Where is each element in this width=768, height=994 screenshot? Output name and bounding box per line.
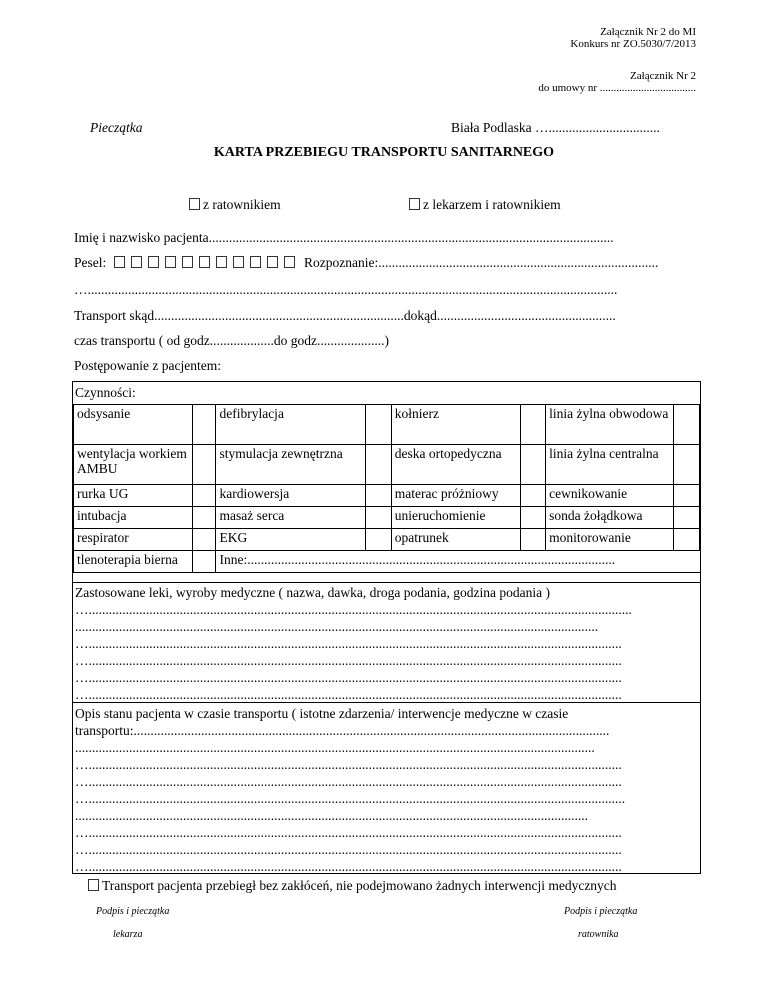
procedure-row — [74, 507, 700, 529]
procedure-checkbox[interactable] — [674, 529, 700, 551]
pesel-digit-box[interactable] — [199, 256, 210, 268]
dotted-line: ….............................................................................................................................................................. — [75, 825, 622, 840]
patient-name-field: Imię i nazwisko pacjenta........................................................................................................................ — [74, 230, 614, 245]
pesel-digit-box[interactable] — [165, 256, 176, 268]
dotted-line: ….............................................................................................................................................................. — [75, 653, 622, 668]
dotted-line: …............................................................................................................................................................... — [75, 791, 626, 806]
contract-annex — [538, 70, 696, 94]
procedure-label: cewnikowanie — [546, 485, 674, 507]
checkbox-icon — [88, 879, 99, 891]
pesel-digit-box[interactable] — [233, 256, 244, 268]
condition-label-1: Opis stanu pacjenta w czasie transportu ( istotne zdarzenia/ interwencje medyczne w czasie — [75, 706, 569, 721]
procedure-checkbox[interactable] — [520, 445, 546, 485]
contract-annex-line-2: do umowy nr ................................... — [538, 82, 696, 94]
procedure-row — [74, 529, 700, 551]
dotted-line: ….............................................................................................................................................................. — [75, 774, 622, 789]
dotted-line: ….............................................................................................................................................................. — [75, 636, 622, 651]
procedure-checkbox[interactable] — [520, 405, 546, 445]
pesel-digit-box[interactable] — [284, 256, 295, 268]
annex-line-2: Konkurs nr ZO.5030/7/2013 — [570, 38, 696, 50]
dotted-line: ….............................................................................................................................................................. — [75, 670, 622, 685]
dotted-line: ….............................................................................................................................................................. — [75, 757, 622, 772]
procedure-checkbox[interactable] — [674, 485, 700, 507]
dotted-line: ….............................................................................................................................................................. — [75, 687, 622, 702]
dotted-line: …................................................................................................................................................................. — [75, 602, 632, 617]
procedure-checkbox[interactable] — [366, 507, 392, 529]
procedure-checkbox[interactable] — [192, 405, 216, 445]
dotted-line: .......................................................................................................................................................... — [75, 740, 595, 755]
checkbox-icon — [409, 198, 420, 210]
procedure-checkbox[interactable] — [192, 551, 216, 573]
procedure-checkbox[interactable] — [520, 529, 546, 551]
pesel-label: Pesel: — [74, 255, 107, 270]
signature-paramedic-role: ratownika — [578, 929, 619, 940]
procedure-checkbox[interactable] — [366, 445, 392, 485]
pesel-digit-box[interactable] — [131, 256, 142, 268]
procedure-label: stymulacja zewnętrzna — [216, 445, 366, 485]
option-paramedic-label: z ratownikiem — [203, 197, 281, 212]
procedure-checkbox[interactable] — [674, 405, 700, 445]
option-doctor-paramedic[interactable] — [409, 197, 561, 213]
procedure-label: deska ortopedyczna — [391, 445, 520, 485]
continuation-line: …............................................................................................................................................................. — [74, 282, 618, 297]
procedure-row — [74, 445, 700, 485]
procedures-header: Czynności: — [75, 385, 136, 400]
procedure-label: sonda żołądkowa — [546, 507, 674, 529]
stamp-label: Pieczątka — [90, 120, 143, 135]
contract-annex-line-1: Załącznik Nr 2 — [630, 70, 696, 82]
procedure-checkbox[interactable] — [366, 529, 392, 551]
procedure-label: kołnierz — [391, 405, 520, 445]
procedure-label: opatrunek — [391, 529, 520, 551]
procedure-checkbox[interactable] — [520, 507, 546, 529]
annex-header — [570, 26, 696, 50]
procedure-checkbox[interactable] — [192, 445, 216, 485]
procedure-row — [74, 551, 700, 573]
dotted-line: ........................................................................................................................................................... — [75, 619, 599, 634]
place-date: Biała Podlaska …................................. — [451, 120, 660, 135]
signature-doctor-label: Podpis i pieczątka — [96, 906, 170, 917]
procedure-checkbox[interactable] — [520, 485, 546, 507]
condition-label-2: transportu:............................................................................................................................................. — [75, 723, 610, 738]
procedure-checkbox[interactable] — [366, 485, 392, 507]
procedures-frame — [72, 381, 701, 874]
procedure-checkbox[interactable] — [674, 445, 700, 485]
dotted-line: ........................................................................................................................................................ — [75, 808, 588, 823]
procedure-label: odsysanie — [74, 405, 193, 445]
procedure-label: linia żylna centralna — [546, 445, 674, 485]
pesel-digit-box[interactable] — [267, 256, 278, 268]
procedure-label: masaż serca — [216, 507, 366, 529]
dotted-line: ….............................................................................................................................................................. — [75, 842, 622, 857]
signature-paramedic-label: Podpis i pieczątka — [564, 906, 638, 917]
procedure-label: respirator — [74, 529, 193, 551]
procedure-label: tlenoterapia bierna — [74, 551, 193, 573]
procedures-table — [73, 404, 700, 573]
pesel-row — [74, 255, 658, 271]
procedure-label: rurka UG — [74, 485, 193, 507]
option-paramedic[interactable] — [189, 197, 281, 213]
procedure-row — [74, 485, 700, 507]
diagnosis-field: Rozpoznanie:................................................................................... — [304, 255, 659, 270]
procedure-label: Postępowanie z pacjentem: — [74, 358, 221, 373]
annex-line-1: Załącznik Nr 2 do MI — [600, 26, 696, 38]
pesel-digit-box[interactable] — [250, 256, 261, 268]
procedure-label: wentylacja workiem AMBU — [74, 445, 193, 485]
medications-label: Zastosowane leki, wyroby medyczne ( nazwa, dawka, droga podania, godzina podania ) — [75, 585, 550, 600]
no-complications-label: Transport pacjenta przebiegł bez zakłóceń, nie podejmowano żadnych interwencji medycznych — [102, 878, 617, 893]
pesel-digit-box[interactable] — [182, 256, 193, 268]
page-title: KARTA PRZEBIEGU TRANSPORTU SANITARNEGO — [213, 145, 555, 160]
procedure-label: unieruchomienie — [391, 507, 520, 529]
procedure-checkbox[interactable] — [674, 507, 700, 529]
procedure-label: materac próżniowy — [391, 485, 520, 507]
procedure-checkbox[interactable] — [366, 405, 392, 445]
procedure-label: defibrylacja — [216, 405, 366, 445]
checkbox-icon — [189, 198, 200, 210]
procedure-row — [74, 405, 700, 445]
transport-time-field: czas transportu ( od godz...................do godz....................) — [74, 333, 389, 348]
option-doctor-paramedic-label: z lekarzem i ratownikiem — [423, 197, 561, 212]
procedure-label: kardiowersja — [216, 485, 366, 507]
pesel-digit-box[interactable] — [114, 256, 125, 268]
procedure-checkbox[interactable] — [192, 485, 216, 507]
pesel-boxes — [114, 255, 301, 270]
procedure-label: intubacja — [74, 507, 193, 529]
procedure-label: monitorowanie — [546, 529, 674, 551]
no-complications-option[interactable] — [88, 878, 617, 894]
procedure-label: EKG — [216, 529, 366, 551]
other-procedures-field: Inne:............................................................................................................. — [216, 551, 700, 573]
transport-route-field: Transport skąd..........................................................................dokąd..................................................... — [74, 308, 616, 323]
procedure-checkbox[interactable] — [192, 507, 216, 529]
signature-doctor-role: lekarza — [113, 929, 143, 940]
pesel-digit-box[interactable] — [216, 256, 227, 268]
dotted-line: ….............................................................................................................................................................. — [75, 859, 622, 874]
procedure-label: linia żylna obwodowa — [546, 405, 674, 445]
pesel-digit-box[interactable] — [148, 256, 159, 268]
procedure-checkbox[interactable] — [192, 529, 216, 551]
